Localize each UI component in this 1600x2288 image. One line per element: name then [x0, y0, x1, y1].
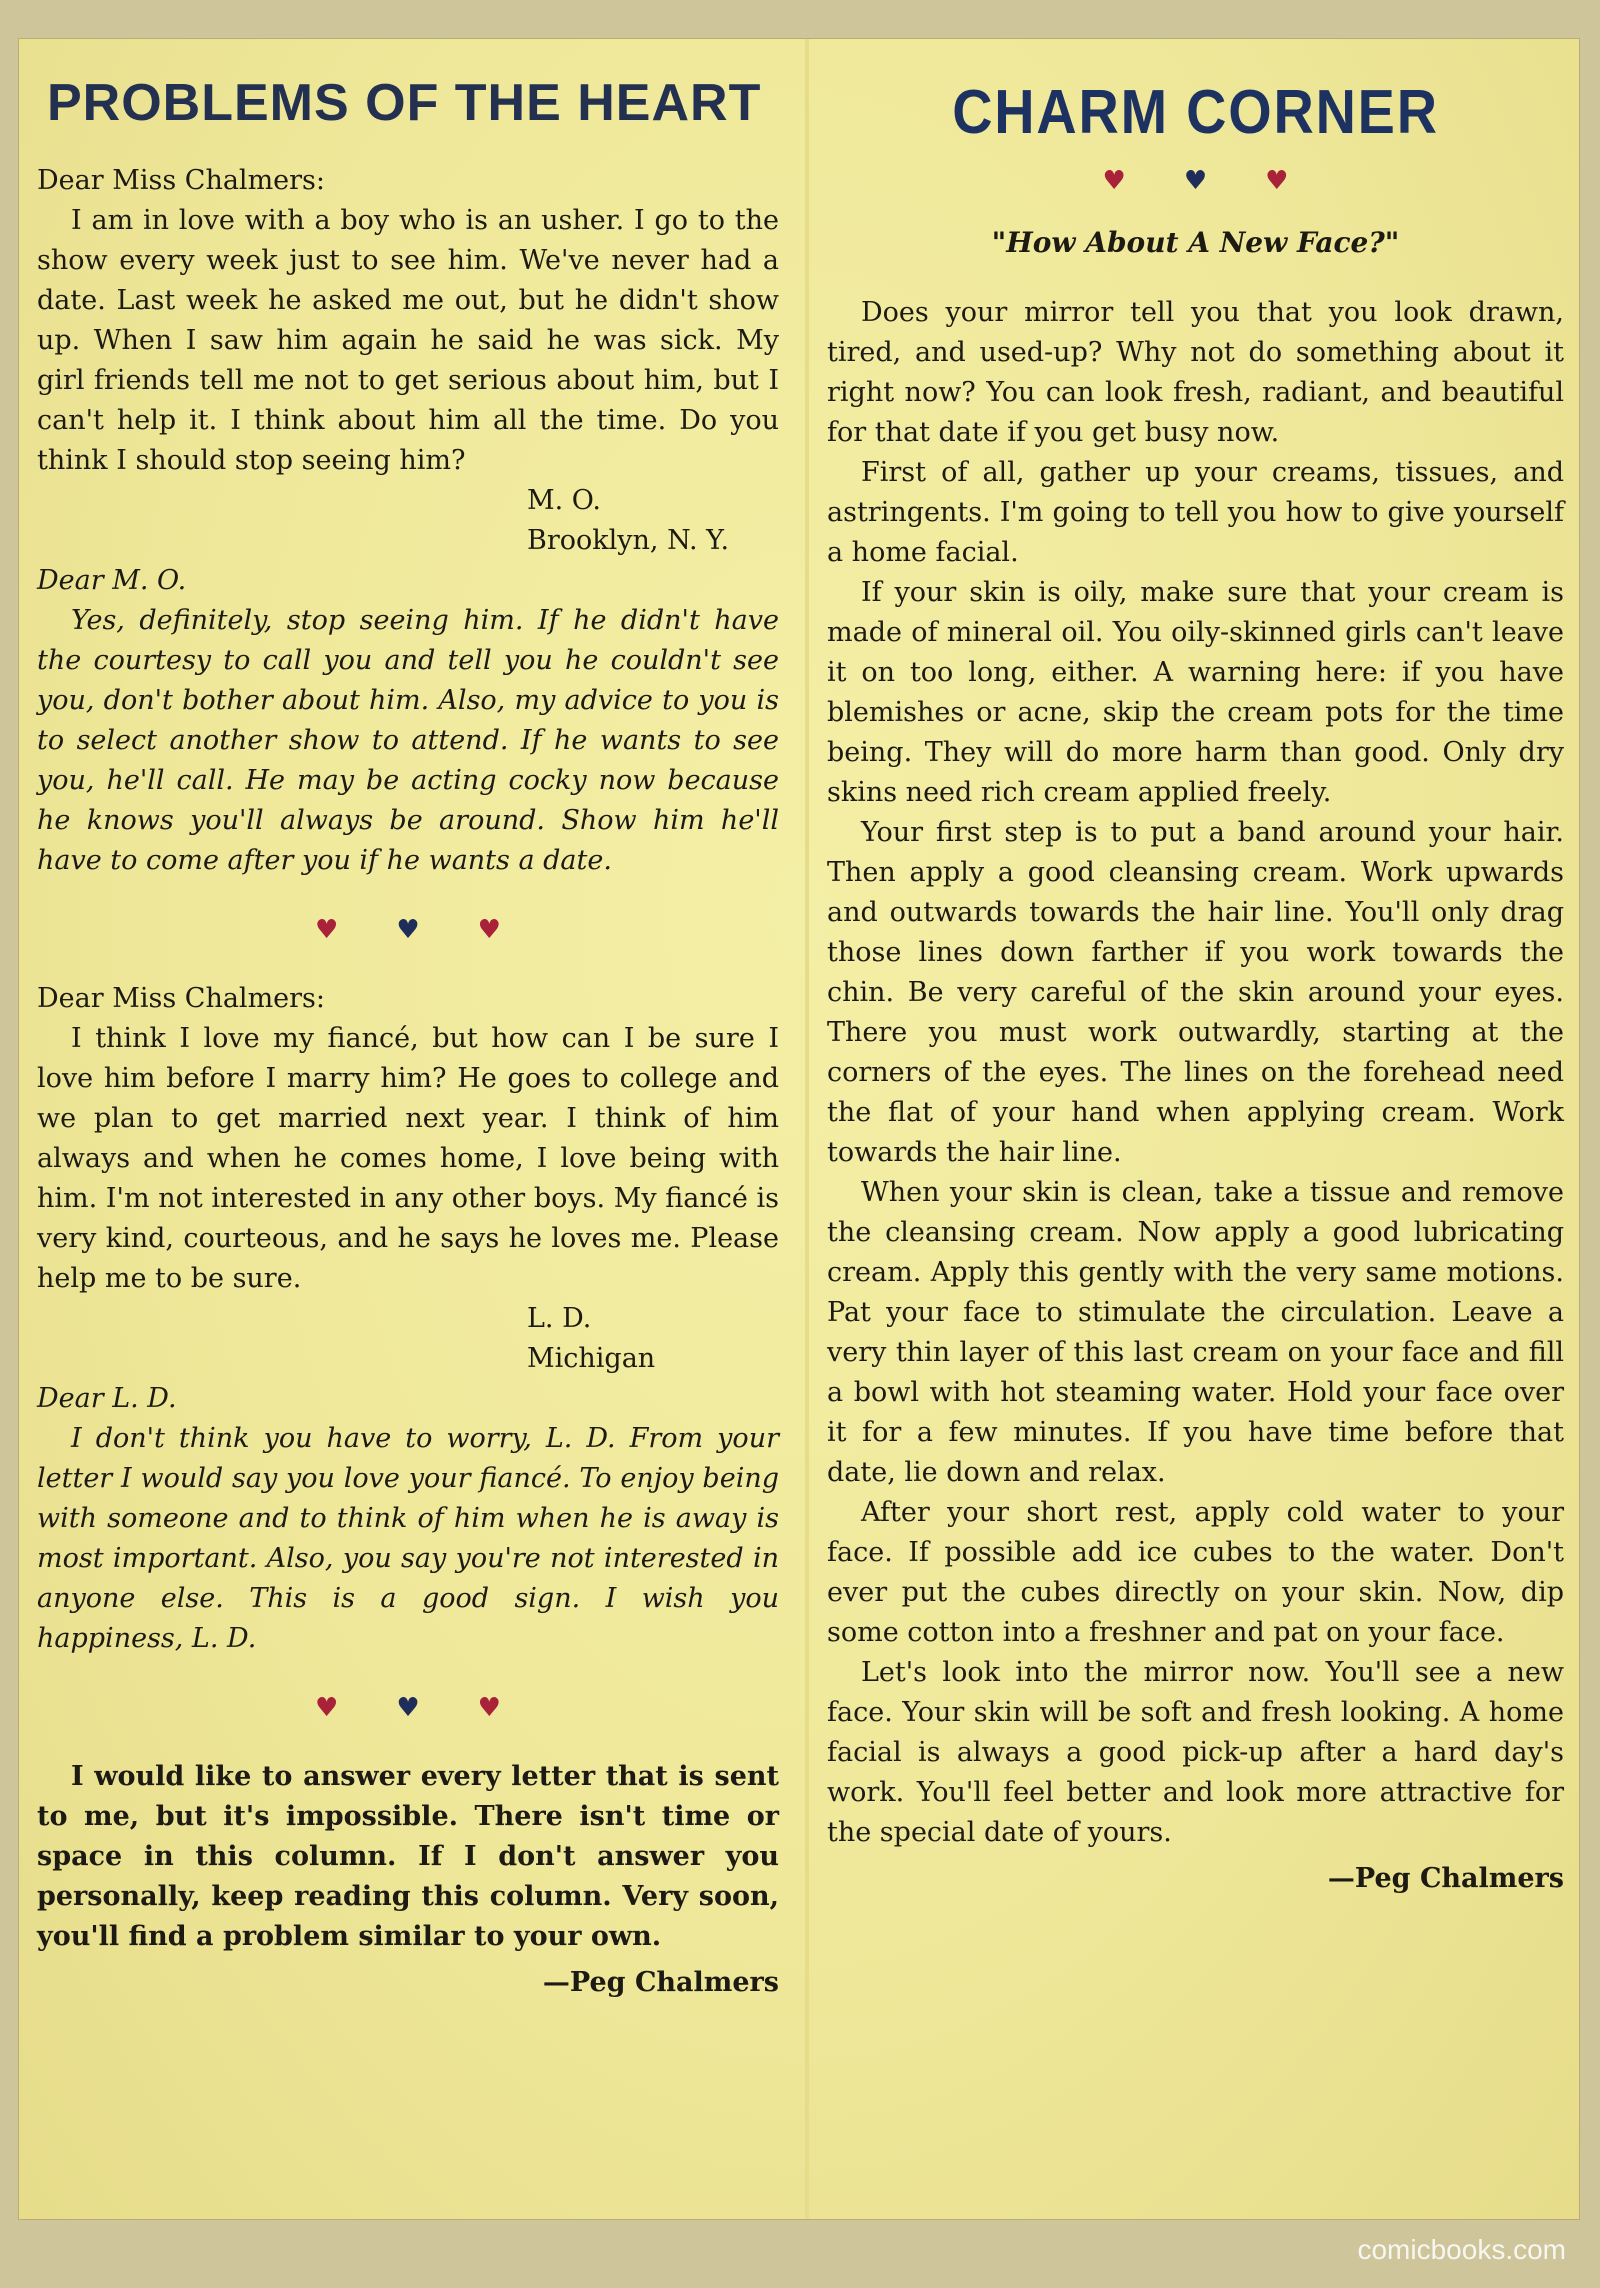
- letter-2-body: I think I love my fiancé, but how can I be sure I love him before I marry him? He goes to college and we plan to get married next year. I think of him always and when he comes home, I love being with him. I'm not interested in any other boys. My fiancé is very kind, courteous, and he says he loves me. Please help me to be sure.: [37, 1023, 779, 1294]
- heart-icon: ♥: [396, 915, 478, 945]
- article-paragraph: Let's look into the mirror now. You'll see a new face. Your skin will be soft and fresh looking. A home facial is always a good pick-up after a hard day's work. You'll feel better and look more attractive for the special date of yours.: [827, 1657, 1564, 1848]
- heart-icon: ♥: [1183, 166, 1266, 196]
- article-paragraph: Does your mirror tell you that you look drawn, tired, and used-up? Why not do something about it right now? You can look fresh, radiant, and beautiful for that date if you get busy now.: [827, 297, 1564, 448]
- letter-1-salutation: Dear Miss Chalmers:: [37, 165, 326, 196]
- reply-2-salutation: Dear L. D.: [37, 1383, 177, 1414]
- heart-icon: ♥: [315, 1693, 397, 1723]
- article-subtitle: "How About A New Face?": [991, 226, 1400, 259]
- heart-divider-top: [827, 166, 1564, 196]
- article-paragraph: Your first step is to put a band around your hair. Then apply a good cleansing cream. Work upwards and outwards towards the hair line. You'll only drag those lines down farther if you work towards the chin. Be very careful of the skin around your eyes. There you must work outwardly, starting at the corners of the eyes. The lines on the forehead need the flat of your hand when applying cream. Work towards the hair line.: [827, 817, 1564, 1168]
- letter-2-signature-name: L. D.: [527, 1303, 592, 1334]
- problems-of-the-heart-column: [37, 39, 779, 2003]
- article-body: [827, 293, 1564, 1899]
- heart-icon: ♥: [315, 915, 397, 945]
- heart-divider-1: [37, 915, 779, 945]
- heart-icon: ♥: [477, 915, 559, 945]
- column-divider: [805, 39, 809, 2219]
- heart-divider-2: [37, 1693, 779, 1723]
- reply-1-salutation: Dear M. O.: [37, 565, 187, 596]
- article-paragraph: When your skin is clean, take a tissue and remove the cleansing cream. Now apply a good lubricating cream. Apply this gently with the very same motions. Pat your face to stimulate the circulation. Leave a very thin layer of this last cream on your face and fill a bowl with hot steaming water. Hold your face over it for a few minutes. If you have time before that date, lie down and relax.: [827, 1177, 1564, 1488]
- reply-1-body: Yes, definitely, stop seeing him. If he didn't have the courtesy to call you and tell you he couldn't see you, don't bother about him. Also, my advice to you is to select another show to attend. If he wants to see you, he'll call. He may be acting cocky now because he knows you'll always be around. Show him he'll have to come after you if he wants a date.: [37, 605, 779, 876]
- letter-1-signature-name: M. O.: [527, 485, 601, 516]
- article-paragraph: If your skin is oily, make sure that your cream is made of mineral oil. You oily-skinned girls can't leave it on too long, either. A warning here: if you have blemishes or acne, skip the cream pots for the time being. They will do more harm than good. Only dry skins need rich cream applied freely.: [827, 577, 1564, 808]
- heart-icon: ♥: [1265, 166, 1347, 196]
- heart-icon: ♥: [1102, 166, 1184, 196]
- heart-icon: ♥: [396, 1693, 478, 1723]
- left-column-title: PROBLEMS OF THE HEART: [47, 74, 762, 132]
- letter-2-signature-place: Michigan: [527, 1343, 656, 1374]
- article-paragraph: First of all, gather up your creams, tissues, and astringents. I'm going to tell you how to give yourself a home facial.: [827, 457, 1564, 568]
- right-signature: —Peg Chalmers: [1327, 1863, 1564, 1894]
- charm-corner-column: [827, 39, 1564, 1899]
- letter-1-body: I am in love with a boy who is an usher. I go to the show every week just to see him. We've never had a date. Last week he asked me out, but he didn't show up. When I saw him again he said he was sick. My girl friends tell me not to get serious about him, but I can't help it. I think about him all the time. Do you think I should stop seeing him?: [37, 205, 779, 476]
- left-signature: —Peg Chalmers: [542, 1967, 779, 1998]
- letter-1-signature-place: Brooklyn, N. Y.: [527, 525, 730, 556]
- magazine-page: [18, 38, 1580, 2220]
- article-paragraph: After your short rest, apply cold water to your face. If possible add ice cubes to the water. Don't ever put the cubes directly on your skin. Now, dip some cotton into a freshner and pat on your face.: [827, 1497, 1564, 1648]
- closing-note: [37, 1757, 779, 2003]
- letter-1: [37, 161, 779, 881]
- watermark: comicbooks.com: [1357, 2234, 1566, 2265]
- letter-2-salutation: Dear Miss Chalmers:: [37, 983, 326, 1014]
- letter-2: [37, 979, 779, 1659]
- reply-2-body: I don't think you have to worry, L. D. From your letter I would say you love your fiancé. To enjoy being with someone and to think of him when he is away is most important. Also, you say you're not interested in anyone else. This is a good sign. I wish you happiness, L. D.: [37, 1423, 779, 1654]
- right-column-title: CHARM CORNER: [952, 78, 1439, 147]
- closing-note-body: I would like to answer every letter that is sent to me, but it's impossible. There isn't time or space in this column. If I don't answer you personally, keep reading this column. Very soon, you'll find a problem similar to your own.: [37, 1761, 779, 1952]
- heart-icon: ♥: [477, 1693, 559, 1723]
